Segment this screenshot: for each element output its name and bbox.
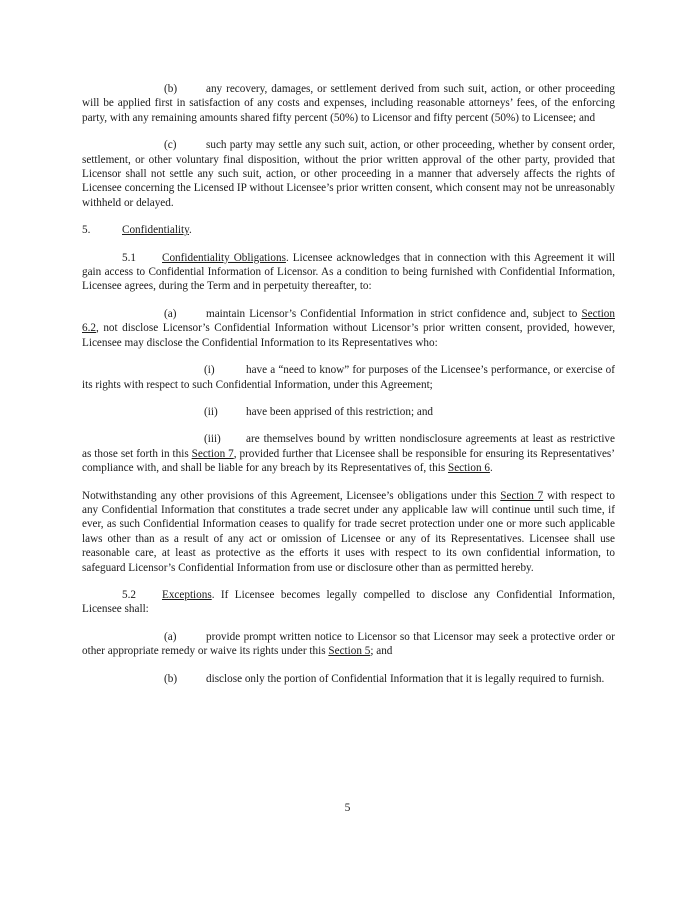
paragraph-text: provide prompt written notice to Licensor so that Licensor may seek a protective order or other appropriate remedy or waive its rights under this <box>82 630 615 658</box>
paragraph-text: maintain Licensor’s Confidential Information in strict confidence and, subject to <box>206 307 582 320</box>
paragraph-text: , provided further that Licensee shall be responsible for ensuring its Representatives’ compliance with, and shall be liable for any breach by its Representatives of, this <box>82 447 616 475</box>
item-label: (ii) <box>204 405 218 418</box>
paragraph-text: Notwithstanding any other provisions of this Agreement, Licensee’s obligations under this <box>82 489 501 502</box>
cross-reference-link: Section 7 <box>191 447 234 460</box>
subsection-title: Exceptions <box>162 588 212 601</box>
paragraph-5-2-b <box>82 672 615 686</box>
item-label: (a) <box>164 630 177 643</box>
paragraph-5-1-a-iii <box>82 432 615 475</box>
paragraph-5-1-a <box>82 307 615 350</box>
paragraph-text: have been apprised of this restriction; and <box>246 405 434 418</box>
item-label: (iii) <box>204 433 221 446</box>
subsection-number: 5.2 <box>122 588 136 601</box>
paragraph-text: have a “need to know” for purposes of the Licensee’s performance, or exercise of its rights with respect to such Confidential Information, under this Agreement; <box>82 364 615 391</box>
cross-reference-link: Section 6 <box>447 462 490 475</box>
item-label: (a) <box>164 307 177 320</box>
cross-reference-link: Section 5 <box>328 645 371 658</box>
paragraph-text: are themselves bound by written nondisclosure agreements at least as restrictive as those set forth in this <box>82 433 615 460</box>
section-number: 5. <box>82 224 91 237</box>
section-title: Confidentiality <box>122 224 190 237</box>
paragraph-text: with respect to any Confidential Information that constitutes a trade secret under any applicable law will continue until such time, if ever, as such Confidential Information ceases to qualify for trade secret protection under one or more such applicable laws other than as a result of any act or omission of Licensee or any of its Representatives. Licensee shall use reasonable care, at least as protective as the efforts it uses with respect to its own confidential information, to safeguard Licensor’s Confidential Information from use or disclosure other than as permitted hereby. <box>82 489 615 574</box>
paragraph-text: any recovery, damages, or settlement derived from such suit, action, or other proceeding will be applied first in satisfaction of any costs and expenses, including reasonable attorneys’ fees, of the enforcing party, with any remaining amounts shared fifty percent (50%) to Licensor and fifty percent (50%) to Licensee; and <box>82 83 615 124</box>
paragraph-4b <box>82 82 615 125</box>
paragraph-text: such party may settle any such suit, action, or other proceeding, whether by consent order, settlement, or other voluntary final disposition, without the prior written approval of the other party, provided that Licensor shall not settle any such suit, action, or other proceeding in a manner that adversely affects the rights of Licensee concerning the Licensed IP without Licensee’s prior written consent, which consent may not be unreasonably withheld or delayed. <box>82 139 615 209</box>
cross-reference-link: Section 6.2 <box>82 307 615 335</box>
section-title-period: . <box>189 224 192 237</box>
document-body <box>82 82 615 699</box>
paragraph-text: disclose only the portion of Confidential Information that it is legally required to furnish. <box>206 672 605 685</box>
paragraph-notwithstanding <box>82 489 615 575</box>
subsection-title: Confidentiality Obligations <box>162 251 286 264</box>
item-label: (i) <box>204 364 215 377</box>
cross-reference-link: Section 7 <box>500 489 544 502</box>
item-label: (c) <box>164 139 177 152</box>
paragraph-text: ; and <box>370 645 393 658</box>
item-label: (b) <box>164 83 178 95</box>
paragraph-5-2 <box>82 588 615 617</box>
page-number: 5 <box>344 802 351 814</box>
paragraph-text: . <box>489 462 493 475</box>
item-label: (b) <box>164 672 178 685</box>
paragraph-5-2-a <box>82 630 615 659</box>
subsection-number: 5.1 <box>122 251 136 264</box>
paragraph-text: . If Licensee becomes legally compelled to disclose any Confidential Information, Licensee shall: <box>82 588 615 616</box>
paragraph-5-1 <box>82 251 615 294</box>
paragraph-text: , not disclose Licensor’s Confidential Information without Licensor’s prior written consent, provided, however, Licensee may disclose the Confidential Information to its Representatives who: <box>82 322 615 349</box>
paragraph-5-1-a-i <box>82 363 615 392</box>
paragraph-4c <box>82 138 615 210</box>
paragraph-text: . Licensee acknowledges that in connection with this Agreement it will gain access to Confidential Information of Licensor. As a condition to being furnished with Confidential Information, Licensee agrees, during the Term and in perpetuity thereafter, to: <box>82 251 615 293</box>
paragraph-5-1-a-ii <box>82 405 615 419</box>
section-5-heading <box>82 223 615 237</box>
